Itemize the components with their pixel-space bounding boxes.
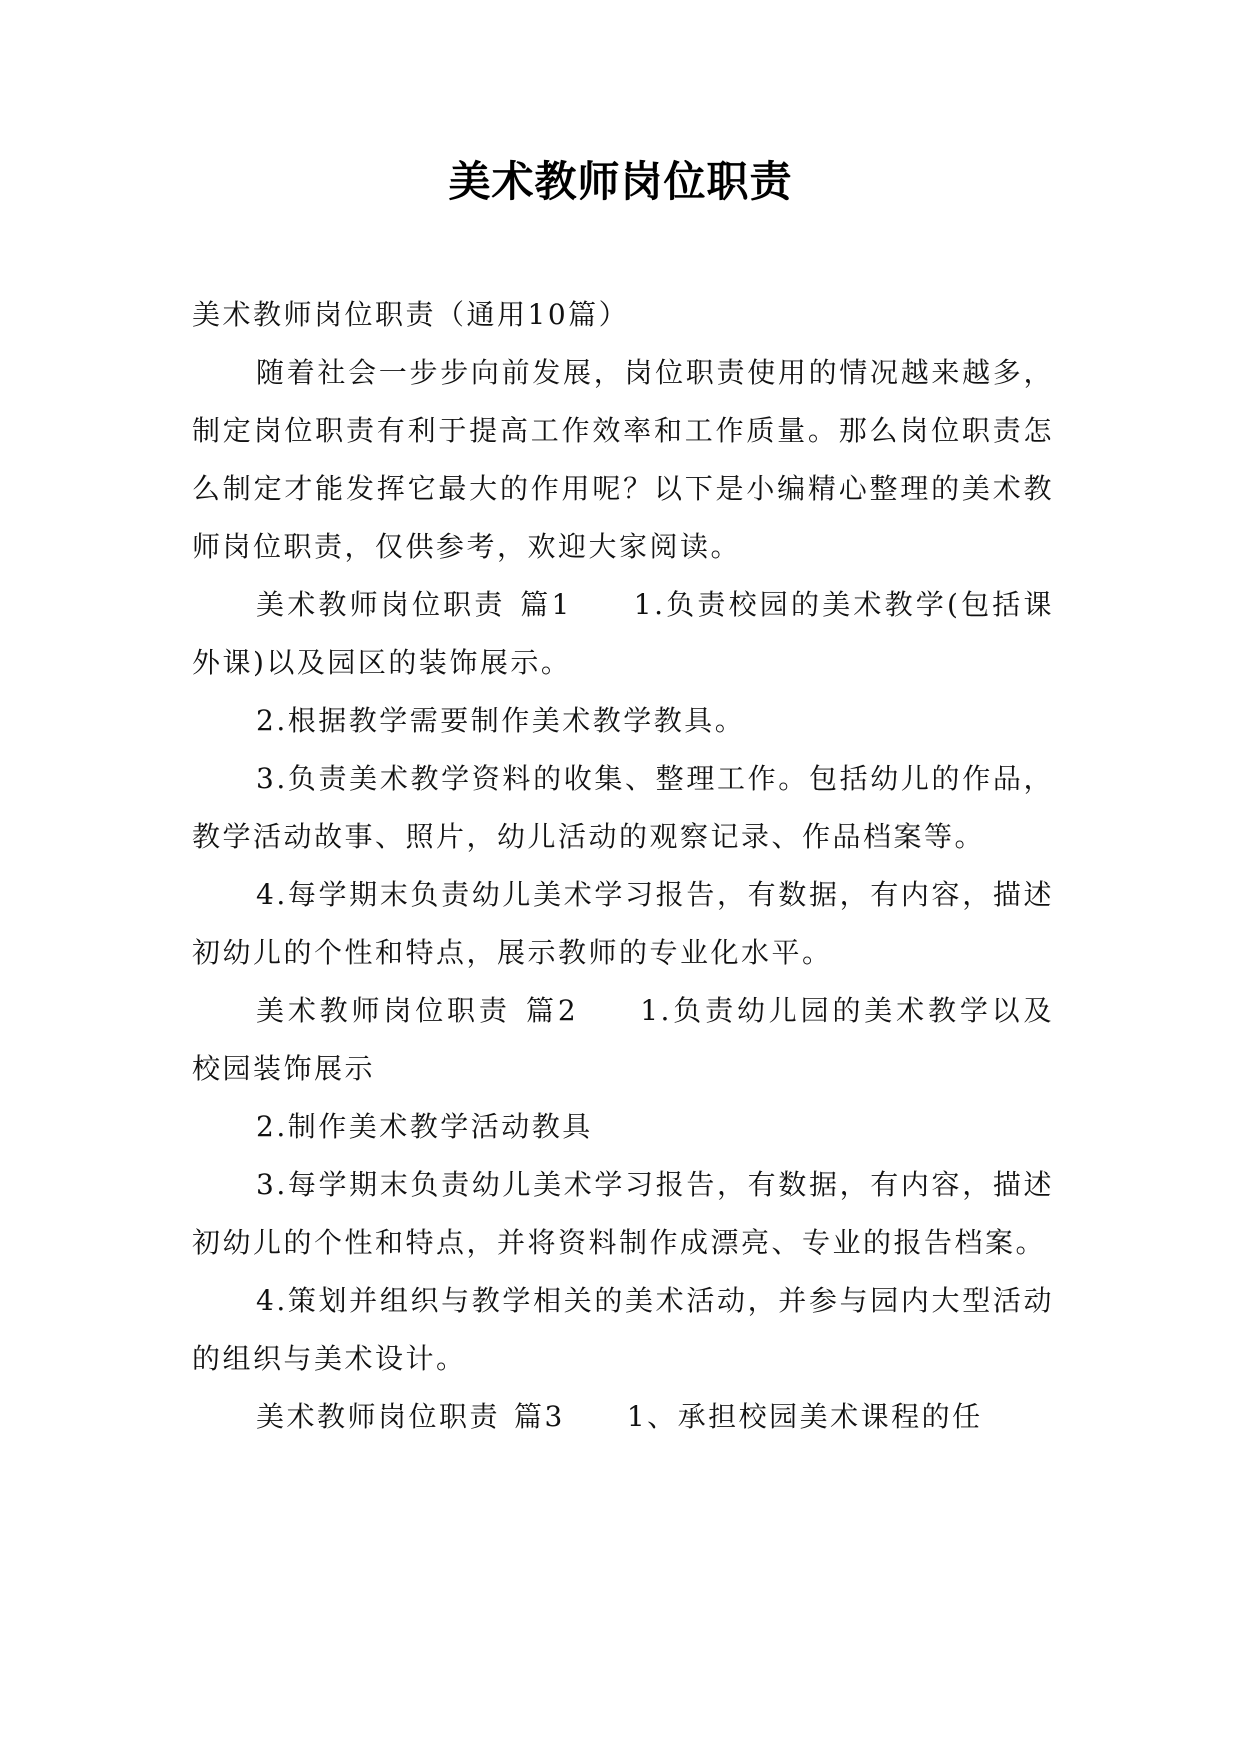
section-2-item-3: 3.每学期末负责幼儿美术学习报告，有数据，有内容，描述初幼儿的个性和特点，并将资料制作成漂亮、专业的报告档案。	[192, 1168, 1054, 1259]
section-3-item-1: 1、承担校园美术课程的任	[626, 1400, 983, 1433]
section-1-label: 篇1	[519, 588, 572, 621]
section-2-label: 篇2	[524, 994, 579, 1027]
section-1-heading: 美术教师岗位职责	[256, 588, 506, 621]
intro-paragraph: 随着社会一步步向前发展，岗位职责使用的情况越来越多，制定岗位职责有利于提高工作效率和工作质量。那么岗位职责怎么制定才能发挥它最大的作用呢？以下是小编精心整理的美术教师岗位职责，仅供参考，欢迎大家阅读。	[192, 356, 1054, 563]
section-3-opening	[192, 1388, 1054, 1446]
section-2-item-1: 1.负责幼儿园的美术教学以及校园装饰展示	[192, 994, 1054, 1085]
section-1-item-4: 4.每学期末负责幼儿美术学习报告，有数据，有内容，描述初幼儿的个性和特点，展示教师的专业化水平。	[192, 878, 1054, 969]
section-1-item-3: 3.负责美术教学资料的收集、整理工作。包括幼儿的作品，教学活动故事、照片，幼儿活动的观察记录、作品档案等。	[192, 762, 1054, 853]
section-1-opening	[192, 576, 1054, 692]
section-2-item-4: 4.策划并组织与教学相关的美术活动，并参与园内大型活动的组织与美术设计。	[192, 1284, 1054, 1375]
document-body	[192, 286, 1054, 1446]
section-1-item-2: 2.根据教学需要制作美术教学教具。	[256, 704, 746, 737]
section-3-label: 篇3	[514, 1400, 565, 1433]
document-subtitle: 美术教师岗位职责（通用10篇）	[192, 298, 630, 331]
section-3-heading: 美术教师岗位职责	[256, 1400, 501, 1433]
section-2-opening	[192, 982, 1054, 1098]
document-title: 美术教师岗位职责	[448, 157, 793, 206]
section-2-item-2: 2.制作美术教学活动教具	[256, 1110, 593, 1143]
section-1-item-1: 1.负责校园的美术教学(包括课外课)以及园区的装饰展示。	[192, 588, 1054, 679]
section-2-heading: 美术教师岗位职责	[256, 994, 511, 1027]
